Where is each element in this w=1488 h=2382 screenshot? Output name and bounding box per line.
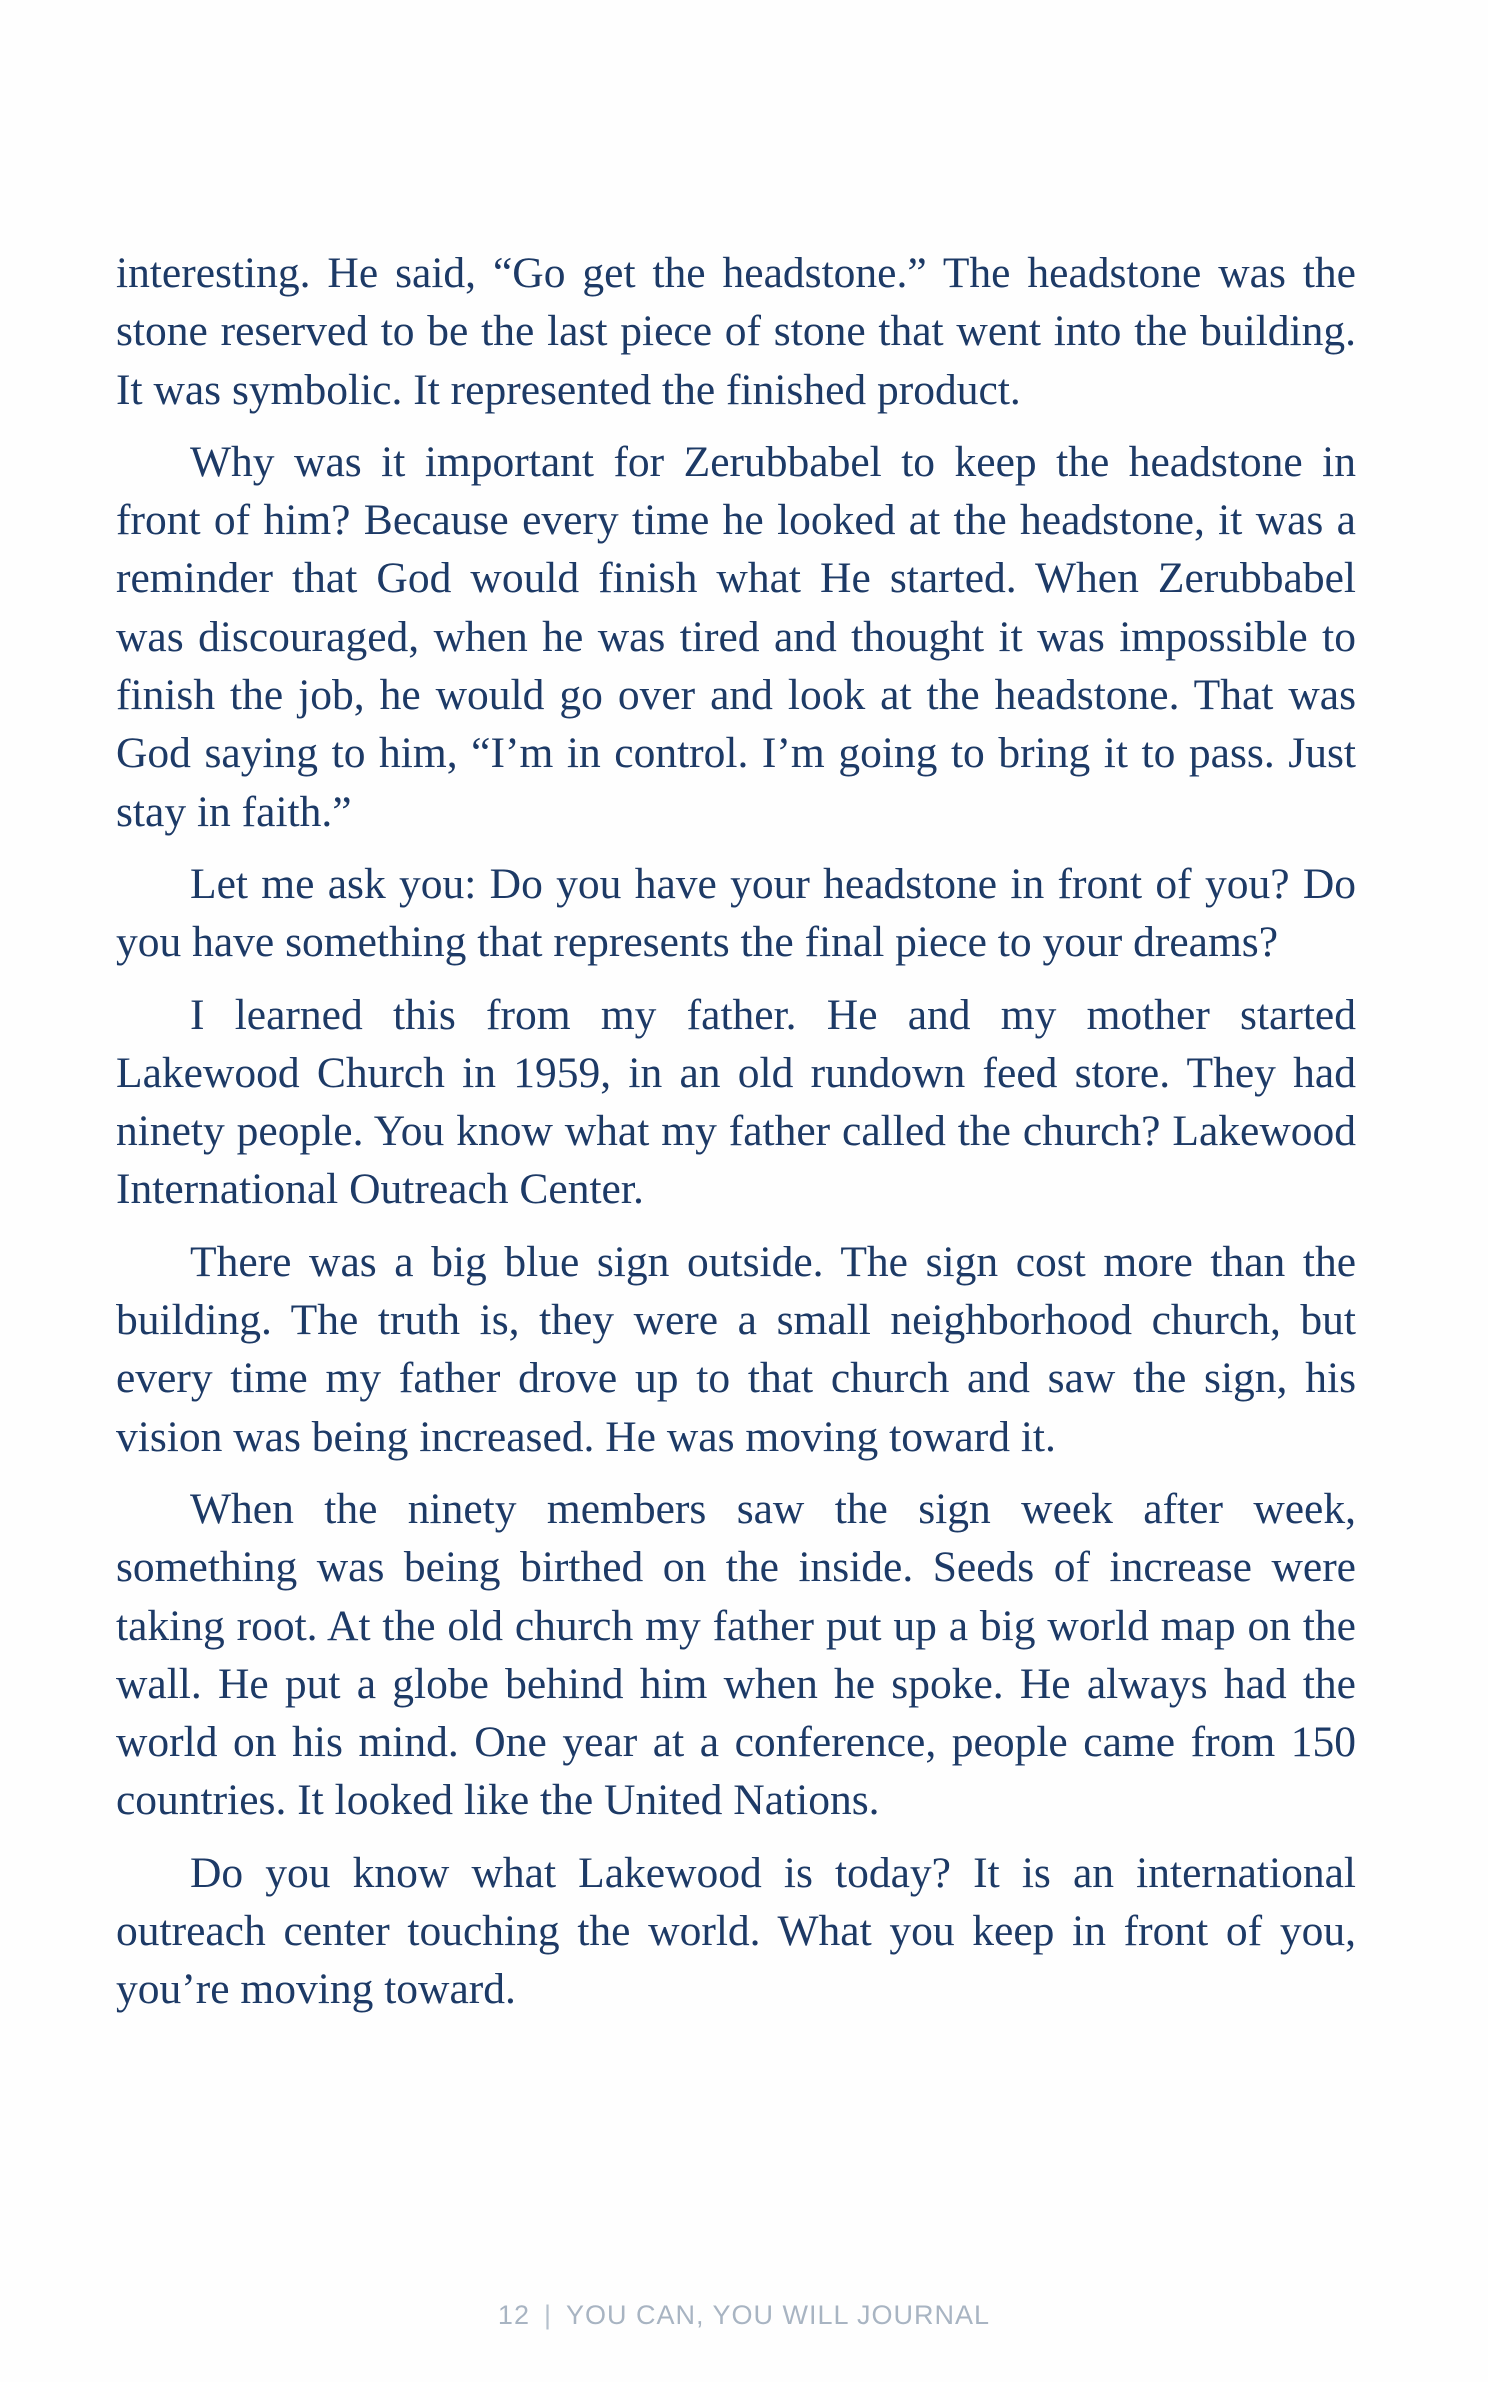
page-number: 12	[497, 2300, 530, 2330]
paragraph-3: Let me ask you: Do you have your headstone in front of you? Do you have something that represents the final piece to your dreams?	[116, 859, 1356, 967]
page-footer	[0, 2300, 1488, 2331]
paragraph-2: Why was it important for Zerubbabel to keep the headstone in front of him? Because every time he looked at the headstone, it was a reminder that God would finish what He started. When Zerubbabel was discouraged, when he was tired and thought it was impossible to finish the job, he would go over and look at the headstone. That was God saying to him, “I’m in control. I’m going to bring it to pass. Just stay in faith.”	[116, 437, 1356, 836]
paragraph-6: When the ninety members saw the sign week after week, something was being birthed on the inside. Seeds of increase were taking root. At the old church my father put up a big world map on the wall. He put a globe behind him when he spoke. He always had the world on his mind. One year at a conference, people came from 150 countries. It looked like the United Nations.	[116, 1484, 1356, 1825]
paragraph-1: interesting. He said, “Go get the headstone.” The headstone was the stone reserved to be the last piece of stone that went into the building. It was symbolic. It represented the finished product.	[116, 249, 1356, 414]
paragraph-5: There was a big blue sign outside. The sign cost more than the building. The truth is, they were a small neighborhood church, but every time my father drove up to that church and saw the sign, his vision was being increased. He was moving toward it.	[116, 1237, 1356, 1461]
paragraph-4: I learned this from my father. He and my mother started Lakewood Church in 1959, in an old rundown feed store. They had ninety people. You know what my father called the church? Lakewood International Outreach Center.	[116, 990, 1356, 1214]
footer-separator: |	[543, 2300, 552, 2330]
body-text	[116, 244, 1356, 2033]
book-title: YOU CAN, YOU WILL JOURNAL	[565, 2300, 991, 2330]
paragraph-7: Do you know what Lakewood is today? It is an international outreach center touching the world. What you keep in front of you, you’re moving toward.	[116, 1848, 1356, 2014]
